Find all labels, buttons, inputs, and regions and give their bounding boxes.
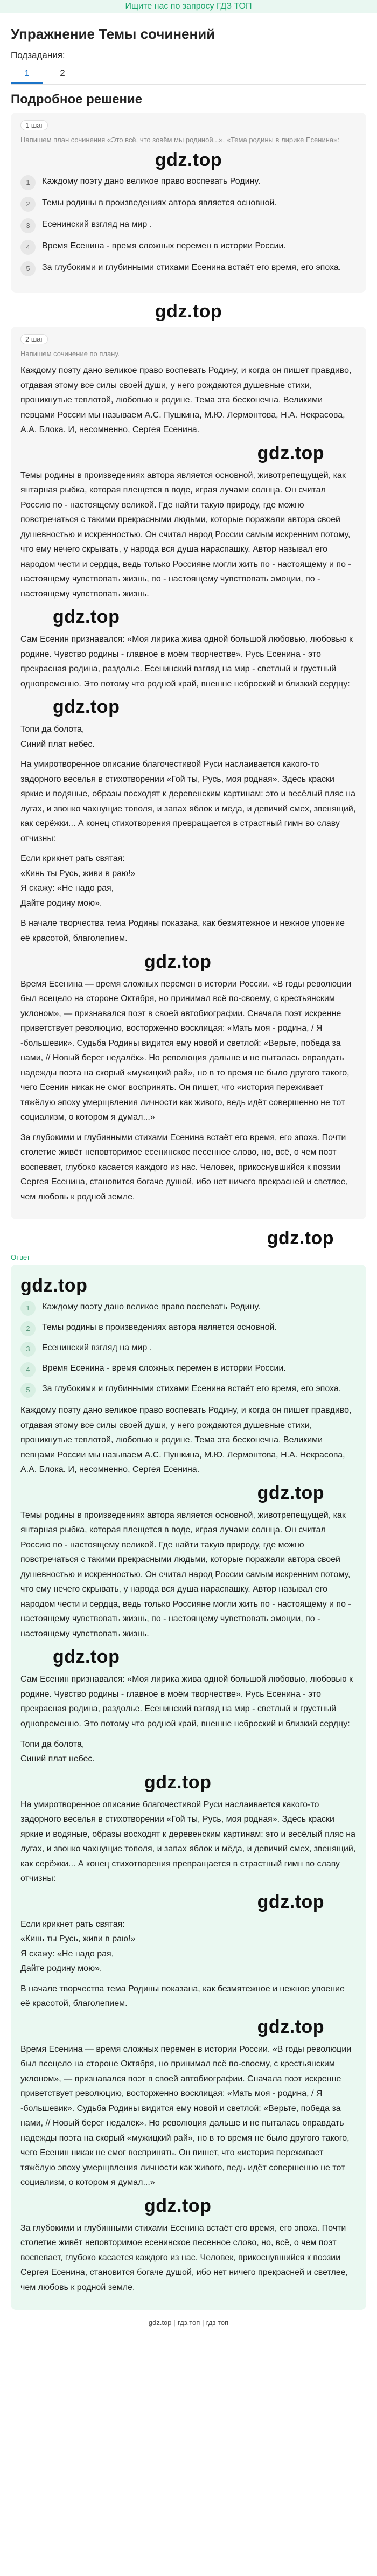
- list-item: [20, 218, 357, 240]
- essay-paragraph: Время Есенина — время сложных перемен в истории России. «В годы революции был всецело на стороне Октября, но принимал всё по-своему, с крестьянским уклоном», — признавался поэт в своей автобиографии. Сначала поэт искренне приветствует революцию, восторженно восклицая: «Мать моя - родина, / Я -большевик». Судьба Родины видится ему новой и светлой: «Верьте, победа за нами, // Новый берег недалёк». Но революция дальше и не пыталась оправдать надежды поэта на скорый «мужицкий рай», но в то время не было другого такого, чего Есенин никак не смог воспринять. Он пишет, что «история переживает тяжёлую эпоху умерщвления личности как живого, ведь идёт совершенно не тот социализм, о котором я думал...»: [20, 979, 352, 1122]
- essay-paragraph: В начале творчества тема Родины показана, как безмятежное и нежное упоение её красотой, благолепием.: [20, 919, 345, 943]
- list-item-text: Темы родины в произведениях автора является основной.: [42, 198, 277, 207]
- item-number: 3: [20, 1342, 36, 1357]
- list-item: [20, 1301, 357, 1321]
- solution-heading: Подробное решение: [11, 92, 143, 107]
- subtask-tab-1[interactable]: 1: [11, 64, 43, 84]
- essay-paragraph: Время Есенина — время сложных перемен в истории России. «В годы революции был всецело на стороне Октября, но принимал всё по-своему, с крестьянским уклоном», — признавался поэт в своей автобиографии. Сначала поэт искренне приветствует революцию, восторженно восклицая: «Мать моя - родина, / Я -большевик». Судьба Родины видится ему новой и светлой: «Верьте, победа за нами, // Новый берег недалёк». Но революция дальше и не пыталась оправдать надежды поэта на скорый «мужицкий рай», но в то время не было другого такого, чего Есенин никак не смог воспринять. Он пишет, что «история переживает тяжёлую эпоху умерщвления личности как живого, ведь идёт совершенно не тот социализм, о котором я думал...»: [20, 2044, 352, 2188]
- answer-card: [11, 1265, 366, 2310]
- step-2-card: [11, 327, 366, 1220]
- list-item-text: Темы родины в произведениях автора является основной.: [42, 1323, 277, 1332]
- item-number: 4: [20, 1362, 36, 1377]
- list-item: [20, 1362, 357, 1383]
- list-item-text: Время Есенина - время сложных перемен в истории России.: [42, 1364, 286, 1373]
- watermark: gdz.top: [144, 1772, 212, 1793]
- list-item: [20, 1383, 357, 1403]
- essay-paragraph: Сам Есенин признавался: «Моя лирика жива одной большой любовью, любовью к родине. Чувство родины - главное в моём творчестве». Русь Есенина - это прекрасная родина, раздолье. Есенинский взгляд на мир - светлый и грустный одновременно. Это потому что родной край, внешне неброский и близкий сердцу:: [20, 635, 353, 689]
- list-item: [20, 197, 357, 218]
- item-number: 5: [20, 261, 36, 276]
- item-number: 1: [20, 1301, 36, 1316]
- poem-line: Топи да болота,: [20, 1739, 85, 1749]
- watermark: gdz.top: [257, 1891, 324, 1912]
- list-item: [20, 261, 357, 283]
- essay-paragraph: Темы родины в произведениях автора является основной, животрепещущей, как янтарная рыбка, которая плещется в воде, играя лучами солнца. Он считал Россию по - настоящему великой. Где найти такую природу, где можно повстречаться с такими прекрасными людьми, которые поражали автора своей душевностью и искренностью. Он считал народ России самым искренним потому, что ему нечего скрывать, у народа вся душа нараспашку. Автор называл его народом чести и сердца, ведь только Россияне могли жить по - настоящему и по - настоящему чувствовать жизнь, по - настоящему чувствовать эмоции, по - настоящему чувствовать жизнь.: [20, 470, 351, 599]
- watermark: gdz.top: [53, 607, 120, 628]
- poem-line: Синий плат небес.: [20, 739, 95, 749]
- footer: [11, 2318, 366, 2327]
- poem-line: Я скажу: «Не надо рая,: [20, 884, 114, 893]
- item-number: 4: [20, 240, 36, 255]
- footer-link[interactable]: гдз топ: [206, 2318, 229, 2327]
- item-number: 1: [20, 175, 36, 190]
- footer-separator: |: [173, 2318, 176, 2327]
- watermark: gdz.top: [155, 149, 222, 170]
- list-item: [20, 240, 357, 261]
- plan-list: [20, 175, 357, 283]
- poem-line: Топи да болота,: [20, 725, 85, 734]
- list-item-text: За глубокими и глубинными стихами Есенина встаёт его время, его эпоха.: [42, 1384, 341, 1394]
- list-item-text: За глубокими и глубинными стихами Есенина встаёт его время, его эпоха.: [42, 262, 341, 272]
- watermark: gdz.top: [257, 1482, 324, 1503]
- subtask-tabs: [11, 64, 366, 85]
- poem-quote: [20, 851, 357, 911]
- plan-list: [20, 1301, 357, 1403]
- watermark: gdz.top: [53, 697, 120, 718]
- watermark: gdz.top: [257, 2016, 324, 2037]
- subtask-tab-2[interactable]: 2: [60, 68, 65, 78]
- poem-line: Если крикнет рать святая:: [20, 854, 125, 864]
- essay-paragraph: Сам Есенин признавался: «Моя лирика жива одной большой любовью, любовью к родине. Чувство родины - главное в моём творчестве». Русь Есенина - это прекрасная родина, раздолье. Есенинский взгляд на мир - светлый и грустный одновременно. Это потому что родной край, внешне неброский и близкий сердцу:: [20, 1675, 353, 1728]
- page-title: Упражнение Темы сочинений: [11, 26, 215, 42]
- watermark: gdz.top: [53, 1647, 120, 1668]
- poem-line: Синий плат небес.: [20, 1754, 95, 1764]
- subtasks-label: Подзадания:: [11, 50, 65, 60]
- poem-line: Дайте родину мою».: [20, 1964, 102, 1974]
- step-1-card: [11, 113, 366, 293]
- watermark: gdz.top: [20, 1275, 88, 1296]
- step-note: Напишем сочинение по плану.: [20, 349, 120, 358]
- top-banner: [0, 0, 377, 13]
- essay-paragraph: На умиротворенное описание благочестивой Руси наслаивается какого-то задорного веселья в стихотворении «Гой ты, Русь, моя родная». Здесь краски яркие и водяные, образы восходят к деревенским картинам: это и весёлый пляс на лугах, и звонко чахнущие тополя, и запах яблок и мёда, и девичий смех, звенящий, как серёжки... А конец стихотворения превращается в страстный гимн во славу отчизны:: [20, 760, 356, 843]
- item-number: 5: [20, 1383, 36, 1398]
- list-item-text: Есенинский взгляд на мир .: [42, 1343, 152, 1353]
- watermark: gdz.top: [257, 442, 324, 463]
- poem-line: Если крикнет рать святая:: [20, 1919, 125, 1929]
- poem-line: Я скажу: «Не надо рая,: [20, 1949, 114, 1959]
- poem-line: «Кинь ты Русь, живи в раю!»: [20, 869, 136, 878]
- step-badge: 2 шаг: [20, 334, 48, 344]
- list-item-text: Время Есенина - время сложных перемен в истории России.: [42, 241, 286, 251]
- essay-paragraph: За глубокими и глубинными стихами Есенина встаёт его время, его эпоха. Почти столетие живёт неповторимое есенинское песенное слово, но, всё, о чем поэт воспевает, глубоко касается каждого из нас. Человек, прикоснувшийся к поэзии Сергея Есенина, становится богаче душой, ибо нет ничего прекрасней и светлее, чем любовь к родной земле.: [20, 1133, 348, 1202]
- essay-paragraph: На умиротворенное описание благочестивой Руси наслаивается какого-то задорного веселья в стихотворении «Гой ты, Русь, моя родная». Здесь краски яркие и водяные, образы восходят к деревенским картинам: это и весёлый пляс на лугах, и звонко чахнущие тополя, и запах яблок и мёда, и девичий смех, звенящий, как серёжки... А конец стихотворения превращается в страстный гимн во славу отчизны:: [20, 1800, 356, 1884]
- step-note: Напишем план сочинения «Это всё, что зовём мы родиной...», «Тема родины в лирике Есенина»:: [20, 136, 339, 144]
- step-badge: 1 шаг: [20, 120, 48, 130]
- list-item: [20, 1321, 357, 1342]
- item-number: 3: [20, 218, 36, 233]
- essay-paragraph: В начале творчества тема Родины показана, как безмятежное и нежное упоение её красотой, благолепием.: [20, 1984, 345, 2009]
- poem-line: «Кинь ты Русь, живи в раю!»: [20, 1934, 136, 1944]
- page: [0, 18, 377, 2327]
- poem-quote: [20, 1917, 357, 1976]
- list-item: [20, 1342, 357, 1362]
- list-item-text: Есенинский взгляд на мир .: [42, 219, 152, 229]
- list-item-text: Каждому поэту дано великое право воспевать Родину.: [42, 1302, 261, 1312]
- poem-quote: [20, 722, 357, 752]
- watermark: gdz.top: [155, 301, 222, 322]
- footer-link[interactable]: гдз.топ: [177, 2318, 200, 2327]
- watermark: gdz.top: [144, 2195, 212, 2216]
- essay-paragraph: Каждому поэту дано великое право воспевать Родину, и когда он пишет правдиво, отдавая этому все силы своей души, у него рождаются душевные стихи, проникнутые теплотой, любовью к родине. Тема эта бесконечна. Великими певцами России мы называем А.С. Пушкина, М.Ю. Лермонтова, Н.А. Некрасова, А.А. Блока. И, несомненно, Сергея Есенина.: [20, 1406, 352, 1475]
- essay-paragraph: За глубокими и глубинными стихами Есенина встаёт его время, его эпоха. Почти столетие живёт неповторимое есенинское песенное слово, но, всё, о чем поэт воспевает, глубоко касается каждого из нас. Человек, прикоснувшийся к поэзии Сергея Есенина, становится богаче душой, ибо нет ничего прекрасней и светлее, чем любовь к родной земле.: [20, 2223, 348, 2292]
- poem-quote: [20, 1737, 357, 1767]
- watermark: gdz.top: [267, 1228, 334, 1249]
- footer-separator: |: [202, 2318, 204, 2327]
- item-number: 2: [20, 1321, 36, 1336]
- watermark: gdz.top: [144, 951, 212, 972]
- list-item: [20, 175, 357, 197]
- footer-link[interactable]: gdz.top: [148, 2318, 172, 2327]
- item-number: 2: [20, 197, 36, 212]
- list-item-text: Каждому поэту дано великое право воспевать Родину.: [42, 176, 261, 186]
- essay-paragraph: Темы родины в произведениях автора является основной, животрепещущей, как янтарная рыбка, которая плещется в воде, играя лучами солнца. Он считал Россию по - настоящему великой. Где найти такую природу, где можно повстречаться с такими прекрасными людьми, которые поражали автора своей душевностью и искренностью. Он считал народ России самым искренним потому, что ему нечего скрывать, у народа вся душа нараспашку. Автор называл его народом чести и сердца, ведь только Россияне могли жить по - настоящему и по - настоящему чувствовать жизнь, по - настоящему чувствовать эмоции, по - настоящему чувствовать жизнь.: [20, 1510, 351, 1638]
- poem-line: Дайте родину мою».: [20, 898, 102, 908]
- banner-link[interactable]: Ищите нас по запросу ГДЗ ТОП: [125, 2, 252, 11]
- answer-label: Ответ: [11, 1253, 30, 1262]
- essay-paragraph: Каждому поэту дано великое право воспевать Родину, и когда он пишет правдиво, отдавая этому все силы своей души, у него рождаются душевные стихи, проникнутые теплотой, любовью к родине. Тема эта бесконечна. Великими певцами России мы называем А.С. Пушкина, М.Ю. Лермонтова, Н.А. Некрасова, А.А. Блока. И, несомненно, Сергея Есенина.: [20, 366, 352, 435]
